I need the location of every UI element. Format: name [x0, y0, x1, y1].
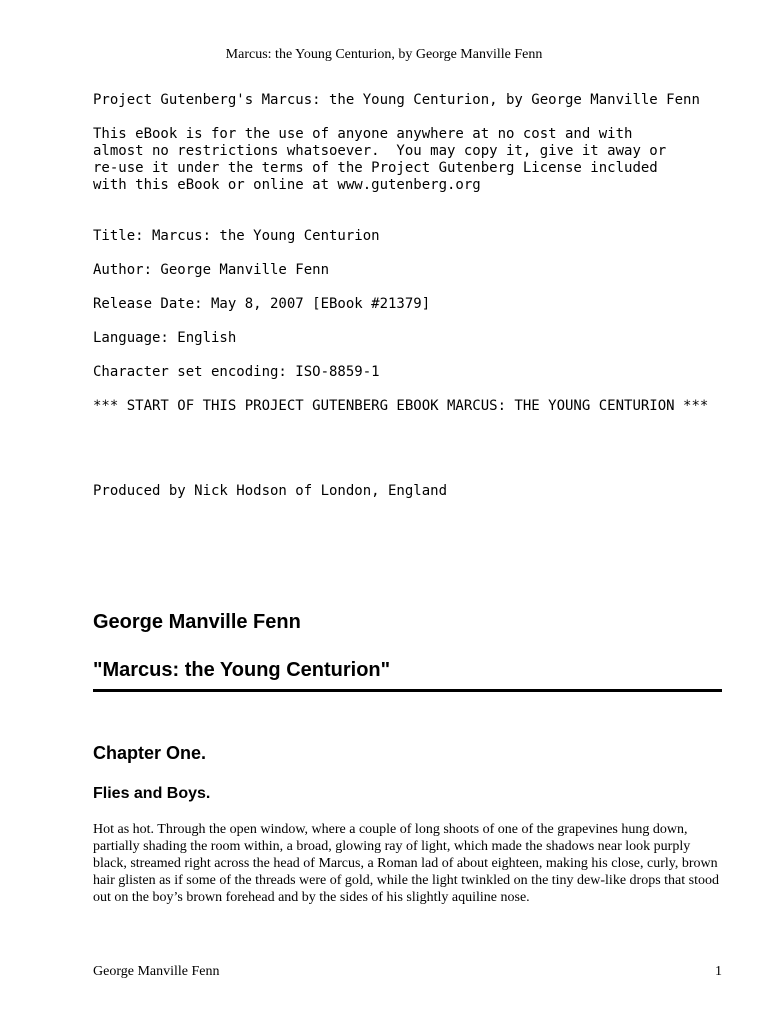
gutenberg-intro-line: Project Gutenberg's Marcus: the Young Centurion, by George Manville Fenn	[93, 92, 700, 108]
produced-by: Produced by Nick Hodson of London, England	[93, 483, 448, 499]
footer-author: George Manville Fenn	[93, 964, 220, 979]
page-number: 1	[715, 964, 722, 979]
book-title-heading: "Marcus: the Young Centurion"	[93, 659, 391, 681]
license-text: This eBook is for the use of anyone anywhere at no cost and with almost no restrictions whatsoever. You may copy it, give it away or re-use it under the terms of the Project Gutenberg License included with this eBook or online at www.gutenberg.org	[93, 126, 667, 193]
title-divider	[93, 689, 722, 692]
meta-title: Title: Marcus: the Young Centurion	[93, 228, 380, 244]
running-header: Marcus: the Young Centurion, by George Manville Fenn	[225, 47, 543, 62]
chapter-subtitle: Flies and Boys.	[93, 785, 211, 802]
chapter-heading: Chapter One.	[93, 743, 207, 763]
meta-encoding: Character set encoding: ISO-8859-1	[93, 364, 380, 380]
start-marker: *** START OF THIS PROJECT GUTENBERG EBOOK MARCUS: THE YOUNG CENTURION ***	[93, 398, 709, 414]
meta-language: Language: English	[93, 330, 237, 346]
body-paragraph: Hot as hot. Through the open window, where a couple of long shoots of one of the grapevines hung down, partially shading the room within, a broad, glowing ray of light, which made the shadows near look purply black, streamed right across the head of Marcus, a Roman lad of about eighteen, making his close, curly, brown hair glisten as if some of the threads were of gold, while the light twinkled on the tiny dew-like drops that stood out on the boy’s brown forehead and by the sides of his slightly aquiline nose.	[93, 822, 719, 905]
meta-release-date: Release Date: May 8, 2007 [EBook #21379]	[93, 296, 431, 312]
meta-author: Author: George Manville Fenn	[93, 262, 330, 278]
author-heading: George Manville Fenn	[93, 611, 301, 633]
